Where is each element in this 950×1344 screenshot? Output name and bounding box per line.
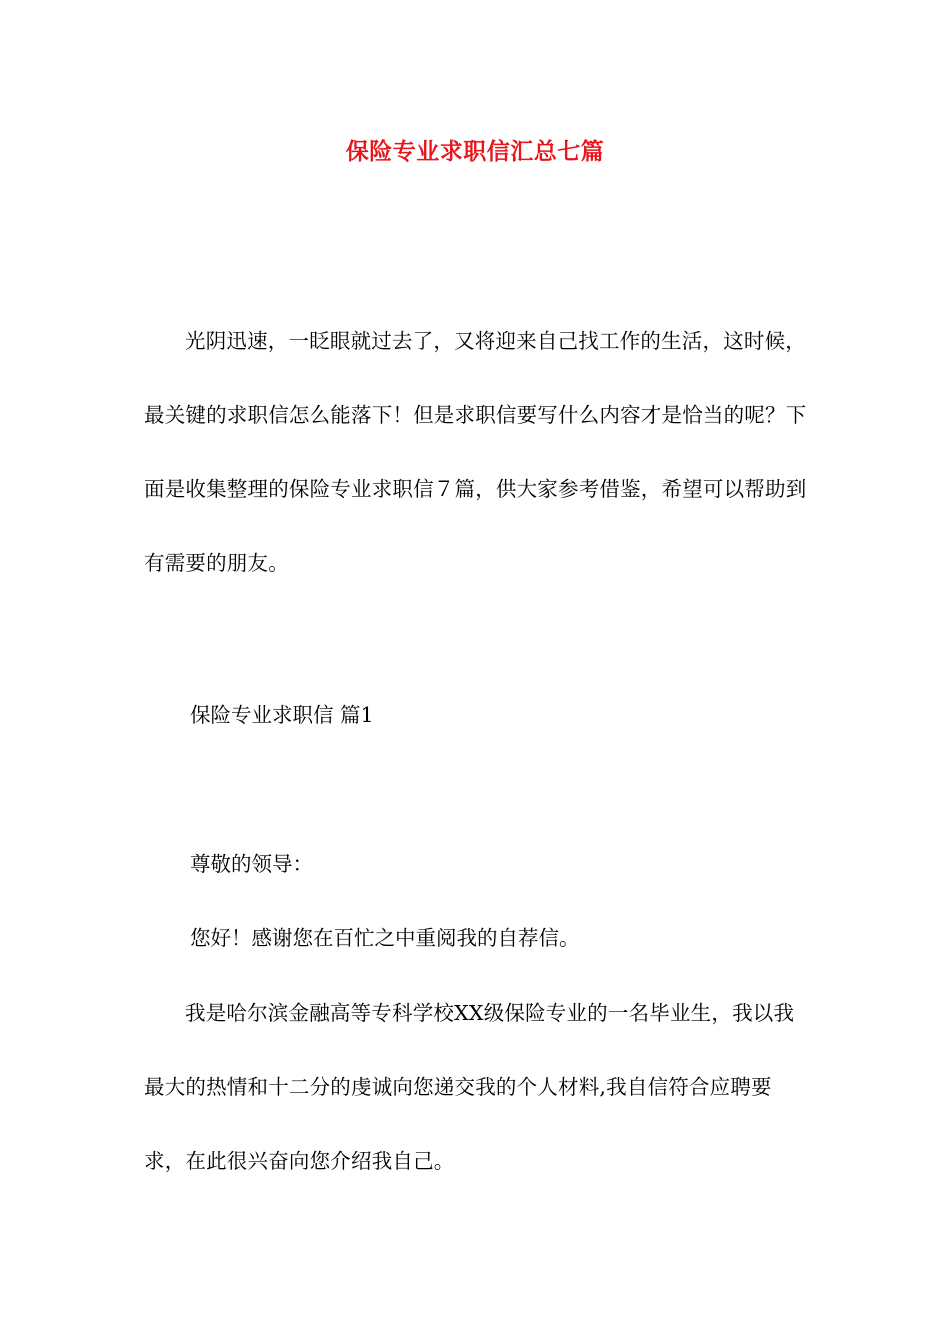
body-paragraph: 我是哈尔滨金融高等专科学校XX级保险专业的一名毕业生，我以我最大的热情和十二分的虔诚向您递交我的个人材料,我自信符合应聘要求，在此很兴奋向您介绍我自己。 — [144, 1001, 795, 1173]
salutation: 尊敬的领导： — [190, 852, 313, 876]
section-heading: 保险专业求职信 篇1 — [190, 703, 374, 727]
greeting-paragraph: 您好！感谢您在百忙之中重阅我的自荐信。 — [190, 926, 580, 950]
intro-paragraph: 光阴迅速，一眨眼就过去了，又将迎来自己找工作的生活，这时候，最关键的求职信怎么能落下！但是求职信要写什么内容才是恰当的呢？下面是收集整理的保险专业求职信７篇，供大家参考借鉴，希望可以帮助到有需要的朋友。 — [144, 329, 807, 575]
document-title: 保险专业求职信汇总七篇 — [345, 138, 605, 165]
